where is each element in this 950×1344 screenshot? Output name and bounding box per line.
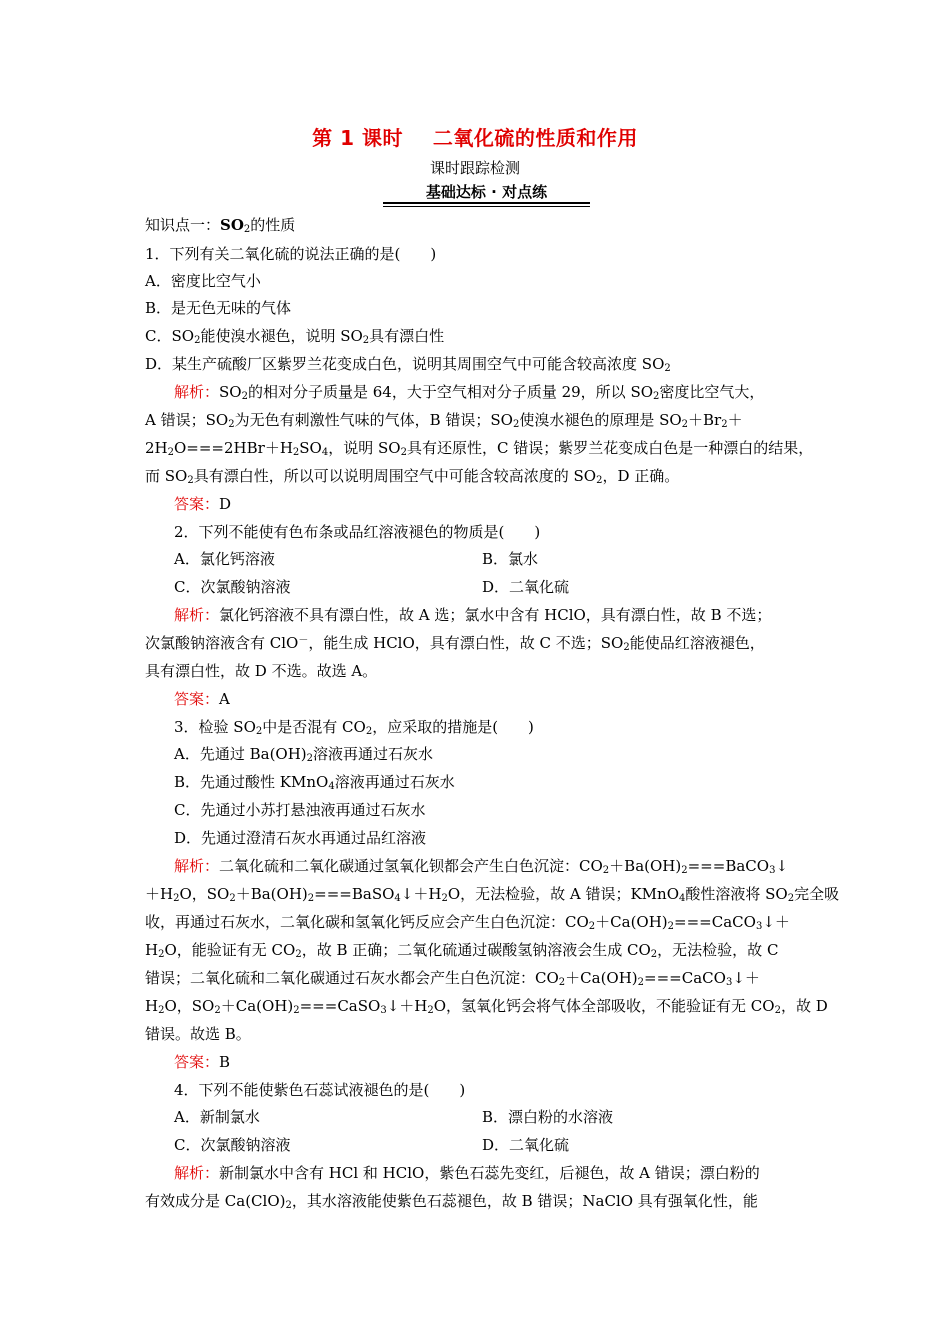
q3-explanation-line-2 (145, 884, 840, 904)
banner-rule-thick (383, 202, 590, 204)
lesson-subtitle: 课时跟踪检测 (429, 159, 520, 177)
text: ，故 B 正确；二氧化硫通过碳酸氢钠溶液会生成 CO (301, 941, 651, 959)
text: 有效成分是 Ca(ClO) (145, 1192, 286, 1210)
text: 具有漂白性，所以可以说明周围空气中可能含较高浓度的 SO (193, 467, 597, 485)
text: O，氢氧化钙会将气体全部吸收，不能验证有无 CO (433, 997, 775, 1015)
subscript: 2 (653, 391, 660, 402)
text: ↓＋ (732, 969, 760, 987)
subscript: 2 (362, 335, 370, 346)
text: B．先通过酸性 KMnO (174, 773, 329, 791)
text: 新制氯水中含有 HCl 和 HClO，紫色石蕊先变红，后褪色，故 A 错误；漂白粉的 (219, 1164, 760, 1182)
answer-value: A (219, 690, 230, 708)
q1-explanation-line-2 (145, 410, 815, 430)
text: 3．检验 SO (174, 718, 256, 736)
subscript: 2 (241, 391, 248, 402)
subscript: 2 (558, 977, 566, 988)
q2-option-a: A．氯化钙溶液 (174, 550, 275, 568)
text: 具有还原性，C 错误；紫罗兰花变成白色是一种漂白的结果， (406, 439, 814, 457)
subscript: 2 (292, 447, 300, 458)
subscript: 2 (681, 419, 689, 430)
text: ，说明 SO (328, 439, 401, 457)
subscript: 2 (637, 977, 645, 988)
subscript: 2 (243, 224, 251, 235)
explanation-label: 解析： (174, 606, 220, 624)
q3-option-a (174, 744, 814, 764)
text: ＋Br (688, 411, 722, 429)
subscript: 2 (187, 475, 194, 486)
lesson-title: 第 1 课时 二氧化硫的性质和作用 (312, 126, 638, 150)
q3-option-d: D．先通过澄清石灰水再通过品红溶液 (174, 829, 427, 847)
subscript: 2 (295, 949, 302, 960)
subscript: 2 (285, 1200, 292, 1211)
q2-answer (174, 689, 814, 709)
text: ＋Ca(OH) (565, 969, 638, 987)
subscript: 2 (664, 363, 671, 374)
text: O，SO (164, 997, 215, 1015)
q4-stem: 4．下列不能使紫色石蕊试液褪色的是( ) (174, 1081, 466, 1099)
text: ＋H (145, 885, 174, 903)
q4-option-d: D．二氧化硫 (482, 1136, 570, 1154)
q1-option-c (145, 326, 815, 346)
answer-value: D (219, 495, 232, 513)
q2-explanation-line-1 (174, 605, 814, 625)
subscript: 2 (167, 447, 174, 458)
q3-explanation-line-3 (145, 912, 815, 932)
q3-explanation-line-7: 错误。故选 B。 (145, 1025, 251, 1043)
text: A．先通过 Ba(OH) (174, 745, 307, 763)
explanation-label: 解析： (174, 383, 220, 401)
q3-option-b (174, 772, 814, 792)
text: ===BaSO (314, 885, 395, 903)
text: O===2HBr＋H (174, 439, 293, 457)
subscript: 2 (173, 893, 180, 904)
subscript: 2 (306, 753, 314, 764)
text: SO (219, 383, 242, 401)
q2-explanation-line-2 (145, 633, 815, 653)
q1-explanation-line-1 (174, 382, 814, 402)
superscript: － (298, 635, 309, 646)
q1-explanation-line-3 (145, 438, 815, 458)
text: ，故 D (780, 997, 828, 1015)
subscript: 2 (293, 1005, 300, 1016)
text: 具有漂白性 (369, 327, 445, 345)
text: ＋Ca(OH) (595, 913, 668, 931)
subscript: 2 (158, 1005, 165, 1016)
q4-option-a: A．新制氯水 (174, 1108, 260, 1126)
q3-explanation-line-4 (145, 940, 815, 960)
text: ＋Ba(OH) (235, 885, 308, 903)
text: SO (299, 439, 322, 457)
subscript: 2 (596, 475, 603, 486)
text: ↓＋ (762, 913, 790, 931)
text: H (145, 997, 159, 1015)
subscript: 2 (588, 921, 596, 932)
subscript: 2 (623, 642, 630, 653)
subscript: 3 (755, 921, 763, 932)
text: ＋Ba(OH) (609, 857, 682, 875)
text: 完全吸 (794, 885, 840, 903)
knowledge-topic-so: SO (220, 216, 244, 234)
q3-explanation-line-5 (145, 968, 815, 988)
q3-explanation-line-1 (174, 856, 814, 876)
text: 为无色有刺激性气味的气体，B 错误；SO (234, 411, 513, 429)
text: A 错误；SO (145, 411, 229, 429)
subscript: 2 (229, 893, 236, 904)
subscript: 2 (158, 949, 165, 960)
subscript: 2 (307, 893, 315, 904)
q1-option-b: B．是无色无味的气体 (145, 299, 292, 317)
q1-explanation-line-4 (145, 466, 815, 486)
subscript: 3 (380, 1005, 387, 1016)
q4-option-b: B．漂白粉的水溶液 (482, 1108, 614, 1126)
subscript: 2 (427, 1005, 434, 1016)
answer-label: 答案： (174, 495, 220, 513)
text: 错误；二氧化硫和二氧化碳通过石灰水都会产生白色沉淀：CO (145, 969, 559, 987)
text: ＋Ca(OH) (220, 997, 294, 1015)
subscript: 2 (400, 447, 407, 458)
answer-value: B (219, 1053, 231, 1071)
text: 次氯酸钠溶液含有 ClO (145, 634, 299, 652)
q3-option-c: C．先通过小苏打悬浊液再通过石灰水 (174, 801, 426, 819)
subscript: 2 (774, 1005, 781, 1016)
text: ===BaCO (687, 857, 770, 875)
text: 能使溴水褪色，说明 SO (200, 327, 363, 345)
banner-text: 基础达标 · 对点练 (425, 183, 548, 201)
text: 收，再通过石灰水，二氧化碳和氢氧化钙反应会产生白色沉淀：CO (145, 913, 589, 931)
answer-label: 答案： (174, 1053, 220, 1071)
q2-option-d: D．二氧化硫 (482, 578, 570, 596)
q3-stem (174, 717, 814, 737)
text: O，能验证有无 CO (164, 941, 296, 959)
q3-answer (174, 1052, 814, 1072)
subscript: 2 (255, 726, 263, 737)
q4-explanation-line-2 (145, 1191, 815, 1211)
q2-option-b: B．氯水 (482, 550, 539, 568)
knowledge-point-heading (145, 215, 815, 235)
q1-answer (174, 494, 814, 514)
q1-stem: 1．下列有关二氧化硫的说法正确的是( ) (145, 245, 437, 263)
text: 溶液再通过石灰水 (334, 773, 455, 791)
text: ===CaCO (674, 913, 756, 931)
q1-option-a: A．密度比空气小 (145, 272, 261, 290)
text: 酸性溶液将 SO (685, 885, 788, 903)
subscript: 3 (769, 865, 776, 876)
subscript: 2 (681, 865, 688, 876)
q4-option-c: C．次氯酸钠溶液 (174, 1136, 291, 1154)
subscript: 4 (321, 447, 329, 458)
text: 而 SO (145, 467, 188, 485)
text: ↓ (775, 857, 789, 875)
subscript: 2 (602, 865, 610, 876)
text: ，无法检验，故 C (657, 941, 779, 959)
subscript: 2 (721, 419, 728, 430)
text: 氯化钙溶液不具有漂白性，故 A 选；氯水中含有 HClO，具有漂白性，故 B 不选； (219, 606, 772, 624)
text: ===CaSO (299, 997, 381, 1015)
explanation-label: 解析： (174, 1164, 220, 1182)
text: C．SO (145, 327, 195, 345)
text: ，D 正确。 (602, 467, 680, 485)
text: ＋ (727, 411, 743, 429)
subscript: 4 (394, 893, 401, 904)
text: D．某生产硫酸厂区紫罗兰花变成白色，说明其周围空气中可能含较高浓度 SO (145, 355, 665, 373)
q2-explanation-line-3: 具有漂白性，故 D 不选。故选 A。 (145, 662, 378, 680)
text: O，无法检验，故 A 错误；KMnO (447, 885, 680, 903)
text: 使溴水褪色的原理是 SO (519, 411, 682, 429)
text: 2H (145, 439, 168, 457)
q1-option-d (145, 354, 815, 374)
q4-explanation-line-1 (174, 1163, 814, 1183)
text: 溶液再通过石灰水 (313, 745, 434, 763)
text: 的相对分子质量是 64，大于空气相对分子质量 29，所以 SO (247, 383, 654, 401)
q2-option-c: C．次氯酸钠溶液 (174, 578, 291, 596)
answer-label: 答案： (174, 690, 220, 708)
subscript: 2 (667, 921, 675, 932)
text: ，能生成 HClO，具有漂白性，故 C 不选；SO (308, 634, 624, 652)
text: ↓＋H (400, 885, 442, 903)
text: 二氧化硫和二氧化碳通过氢氧化钡都会产生白色沉淀：CO (219, 857, 603, 875)
text: H (145, 941, 159, 959)
text: 中是否混有 CO (262, 718, 366, 736)
explanation-label: 解析： (174, 857, 220, 875)
text: ===CaCO (644, 969, 726, 987)
subscript: 2 (512, 419, 520, 430)
knowledge-prefix: 知识点一： (145, 216, 221, 234)
q2-stem: 2．下列不能使有色布条或品红溶液褪色的物质是( ) (174, 523, 541, 541)
subscript: 2 (214, 1005, 221, 1016)
subscript: 2 (365, 726, 373, 737)
text: O，SO (179, 885, 230, 903)
banner-rule-thin (383, 206, 590, 207)
text: ↓＋H (386, 997, 428, 1015)
subscript: 4 (679, 893, 686, 904)
text: ，应采取的措施是( ) (372, 718, 534, 736)
subscript: 3 (725, 977, 733, 988)
subscript: 2 (650, 949, 658, 960)
q3-explanation-line-6 (145, 996, 828, 1016)
section-banner (383, 181, 590, 207)
text: 密度比空气大， (659, 383, 765, 401)
subscript: 2 (441, 893, 448, 904)
text: ，其水溶液能使紫色石蕊褪色，故 B 错误；NaClO 具有强氧化性，能 (291, 1192, 758, 1210)
subscript: 4 (328, 781, 335, 792)
knowledge-topic-rest: 的性质 (250, 216, 296, 234)
text: 能使品红溶液褪色， (629, 634, 765, 652)
subscript: 2 (228, 419, 235, 430)
subscript: 2 (194, 335, 201, 346)
subscript: 2 (787, 893, 795, 904)
